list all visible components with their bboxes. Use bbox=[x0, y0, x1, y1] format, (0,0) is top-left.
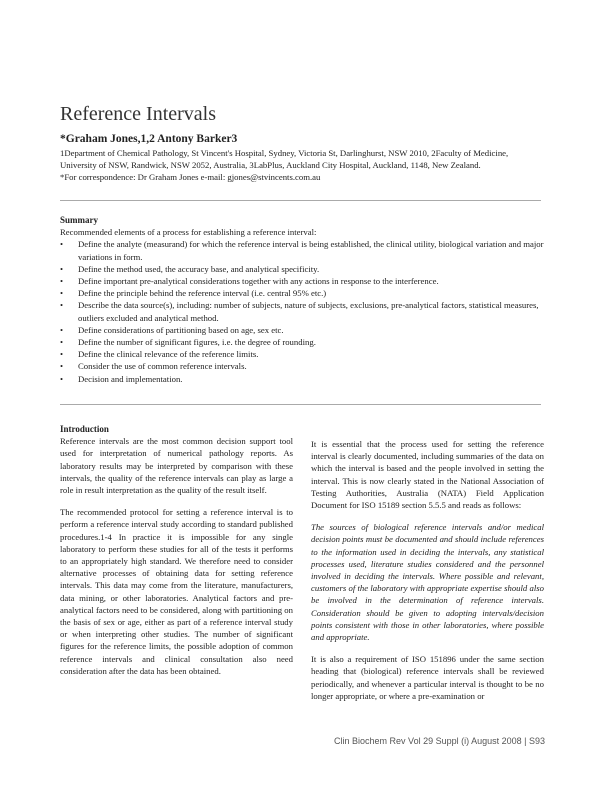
divider-bottom bbox=[60, 404, 541, 405]
summary-heading: Summary bbox=[60, 215, 98, 225]
summary-intro: Recommended elements of a process for establishing a reference interval: bbox=[60, 227, 317, 238]
summary-section bbox=[60, 214, 545, 385]
summary-item: • Define important pre-analytical considerations together with any actions in response to the interference. bbox=[60, 275, 545, 287]
affiliation: 1Department of Chemical Pathology, St Vincent's Hospital, Sydney, Victoria St, Darlinghurst, NSW 2010, 2Faculty of Medicine, University of NSW, Randwick, NSW 2052, Australia, 3LabPlus, Auckland City Hospital, Auckland, 1148, New Zealand. bbox=[60, 148, 509, 171]
correspondence: *For correspondence: Dr Graham Jones e-mail: gjones@stvincents.com.au bbox=[60, 172, 321, 183]
page-footer: Clin Biochem Rev Vol 29 Suppl (i) August 2008 | S93 bbox=[334, 736, 545, 746]
introduction-heading: Introduction bbox=[60, 424, 109, 434]
right-column bbox=[311, 438, 544, 702]
summary-item: • Define the analyte (measurand) for which the reference interval is being established, the clinical utility, biological variation and major variations in form. bbox=[60, 238, 545, 262]
summary-item: • Define the principle behind the reference interval (i.e. central 95% etc.) bbox=[60, 287, 545, 299]
paragraph: The recommended protocol for setting a reference interval is to perform a reference interval study according to standard published procedures.1-4 In practice it is impossible for any single laboratory to perform these studies for all of the tests it performs to an appropriately high standard. We therefore need to consider alternative processes of obtaining data for setting reference intervals. This data may come from the literature, manufacturers, data mining, or other laboratories. Analytical factors and pre-analytical factors need to be considered, along with partitioning on the basis of sex or age, either as part of a reference interval study or when interpreting other studies. The number of significant figures for the reference limits, the possible adoption of common reference intervals and clinical consultation also need consideration after the data has been obtained. bbox=[60, 507, 293, 676]
summary-item: • Define the clinical relevance of the reference limits. bbox=[60, 348, 545, 360]
summary-item: • Decision and implementation. bbox=[60, 373, 545, 385]
paragraph: Reference intervals are the most common decision support tool used for interpretation of numerical pathology reports. As laboratory results may be interpreted by comparison with these intervals, the quality of the reference intervals can play as large a role in result interpretation as the quality of the result itself. bbox=[60, 436, 293, 496]
divider-top bbox=[60, 200, 541, 201]
summary-item: • Consider the use of common reference intervals. bbox=[60, 360, 545, 372]
summary-item: • Define the method used, the accuracy base, and analytical specificity. bbox=[60, 263, 545, 275]
paragraph: It is also a requirement of ISO 151896 under the same section heading that (biological) reference intervals shall be reviewed periodically, and whenever a particular interval is thought to be no longer appropriate, or where a pre-examination or bbox=[311, 654, 544, 701]
affiliation-block bbox=[60, 147, 545, 184]
paragraph: It is essential that the process used for setting the reference interval is clearly documented, including summaries of the data on which the interval is based and the people involved in setting the interval. This is now clearly stated in the National Association of Testing Authorities, Australia (NATA) Field Application Document for ISO 15189 section 5.5.5 and reads as follows: bbox=[311, 439, 544, 511]
page-title: Reference Intervals bbox=[60, 103, 217, 125]
summary-item: • Define the number of significant figures, i.e. the degree of rounding. bbox=[60, 336, 545, 348]
block-quote: The sources of biological reference intervals and/or medical decision points must be documented and should include references to the information used in deciding the intervals, any statistical processes used, literature studies considered and the personnel involved in deciding the intervals. Where possible and relevant, customers of the laboratory with appropriate expertise should also be involved in the determination of reference intervals. Consideration should be given to adopting intervals/decision points consistent with those in other laboratories, where possible and appropriate. bbox=[311, 522, 544, 643]
left-column bbox=[60, 423, 293, 677]
summary-item: • Describe the data source(s), including: number of subjects, nature of subjects, exclusions, pre-analytical factors, statistical measures, outliers excluded and analytical method. bbox=[60, 299, 545, 323]
summary-list bbox=[60, 238, 545, 384]
authors: *Graham Jones,1,2 Antony Barker3 bbox=[60, 133, 238, 145]
summary-item: • Define considerations of partitioning based on age, sex etc. bbox=[60, 324, 545, 336]
